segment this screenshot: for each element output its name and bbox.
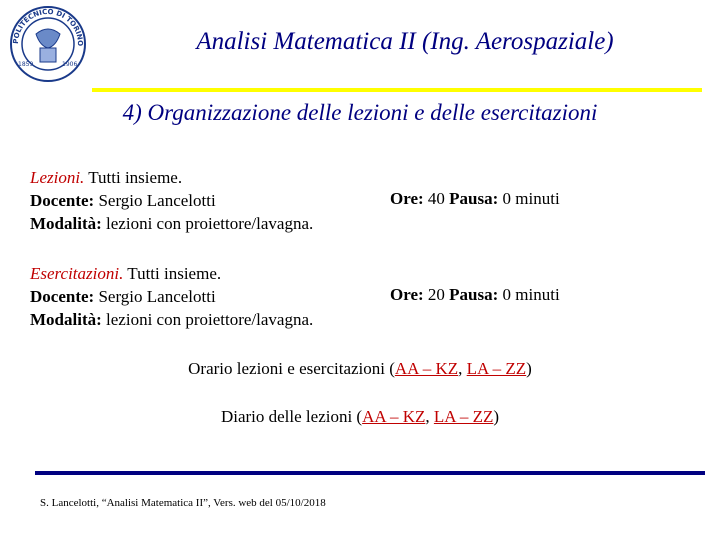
diario-link-aa-kz[interactable]: AA – KZ xyxy=(362,407,426,426)
footer-credit: S. Lancelotti, “Analisi Matematica II”, Vers. web del 05/10/2018 xyxy=(40,497,326,509)
section-subtitle: 4) Organizzazione delle lezioni e delle esercitazioni xyxy=(122,100,598,125)
esercitazioni-kind: Esercitazioni. xyxy=(30,264,124,283)
esercitazioni-ore xyxy=(390,285,560,305)
ore-value: 20 xyxy=(423,285,450,304)
esercitazioni-modalita xyxy=(30,308,313,331)
docente-value: Sergio Lancelotti xyxy=(94,287,216,306)
svg-text:1906: 1906 xyxy=(62,61,78,68)
docente-label: Docente: xyxy=(30,191,95,210)
pausa-value: 0 minuti xyxy=(498,189,560,208)
diario-suffix: ) xyxy=(493,407,500,426)
orario-line xyxy=(0,359,720,379)
modalita-label: Modalità: xyxy=(30,310,102,329)
politecnico-seal-logo xyxy=(8,4,88,84)
orario-sep: , xyxy=(458,359,467,378)
orario-prefix: Orario lezioni e esercitazioni ( xyxy=(188,359,395,378)
lezioni-description: Tutti insieme. xyxy=(84,168,183,187)
ore-value: 40 xyxy=(423,189,450,208)
pausa-value: 0 minuti xyxy=(498,285,560,304)
esercitazioni-description: Tutti insieme. xyxy=(123,264,222,283)
orario-link-aa-kz[interactable]: AA – KZ xyxy=(394,359,459,378)
orario-link-la-zz[interactable]: LA – ZZ xyxy=(466,359,527,378)
modalita-value: lezioni con proiettore/lavagna. xyxy=(101,214,314,233)
esercitazioni-block xyxy=(30,262,313,331)
lezioni-kind: Lezioni. xyxy=(30,168,85,187)
diario-link-la-zz[interactable]: LA – ZZ xyxy=(433,407,494,426)
diario-line xyxy=(0,407,720,427)
docente-value: Sergio Lancelotti xyxy=(94,191,216,210)
esercitazioni-heading xyxy=(30,262,313,285)
svg-text:POLITECNICO DI TORINO: POLITECNICO DI TORINO xyxy=(11,7,85,47)
modalita-label: Modalità: xyxy=(30,214,102,233)
page-title: Analisi Matematica II (Ing. Aerospaziale) xyxy=(196,28,614,55)
lezioni-docente xyxy=(30,189,313,212)
diario-sep: , xyxy=(425,407,434,426)
orario-suffix: ) xyxy=(526,359,532,378)
footer-divider xyxy=(35,471,705,475)
pausa-label: Pausa: xyxy=(449,285,499,304)
modalita-value: lezioni con proiettore/lavagna. xyxy=(101,310,314,329)
lezioni-modalita xyxy=(30,212,313,235)
diario-prefix: Diario delle lezioni ( xyxy=(220,407,363,426)
lezioni-heading xyxy=(30,166,313,189)
title-divider xyxy=(92,88,702,92)
docente-label: Docente: xyxy=(30,287,95,306)
lezioni-ore xyxy=(390,189,560,209)
svg-text:1859: 1859 xyxy=(18,61,34,68)
esercitazioni-docente xyxy=(30,285,313,308)
ore-label: Ore: xyxy=(390,189,424,208)
pausa-label: Pausa: xyxy=(449,189,499,208)
ore-label: Ore: xyxy=(390,285,424,304)
lezioni-block xyxy=(30,166,313,235)
